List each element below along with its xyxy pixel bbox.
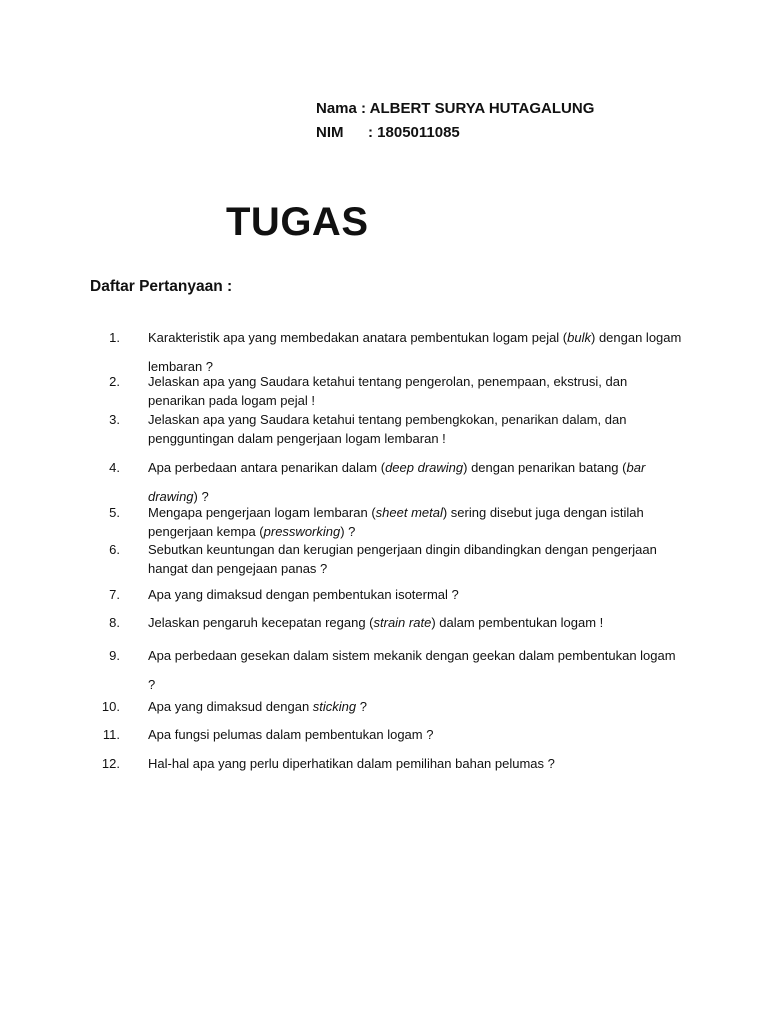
nim-row [316,121,594,145]
question-number: 1. [109,330,120,345]
question-text: Apa fungsi pelumas dalam pembentukan logam ? [148,727,434,742]
question-list-heading: Daftar Pertanyaan : [90,278,233,295]
question-number: 5. [109,505,120,520]
question-text: Hal-hal apa yang perlu diperhatikan dalam pemilihan bahan pelumas ? [148,756,555,771]
question-number: 9. [109,648,120,663]
name-label: Nama : [316,100,370,117]
question-text: Mengapa pengerjaan logam lembaran (sheet metal) sering disebut juga dengan istilah pengerjaan kempa (pressworking) ? [148,505,644,539]
page-title: TUGAS [226,200,369,244]
nim-label: NIM [316,124,344,141]
question-number: 8. [109,615,120,630]
question-text: Apa yang dimaksud dengan pembentukan isotermal ? [148,587,459,602]
question-text: Sebutkan keuntungan dan kerugian pengerjaan dingin dibandingkan dengan pengerjaan hangat dan pengejaan panas ? [148,542,657,576]
question-number: 2. [109,374,120,389]
question-number: 3. [109,412,120,427]
question-text: Apa perbedaan gesekan dalam sistem mekanik dengan geekan dalam pembentukan logam ? [148,648,676,692]
name-row [316,97,594,121]
question-text: Jelaskan apa yang Saudara ketahui tentang pengerolan, penempaan, ekstrusi, dan penarikan pada logam pejal ! [148,374,628,408]
question-number: 4. [109,460,120,475]
name-value: ALBERT SURYA HUTAGALUNG [369,100,595,117]
question-text: Apa perbedaan antara penarikan dalam (deep drawing) dengan penarikan batang (bar drawing) ? [148,460,646,504]
question-number: 7. [109,587,120,602]
question-text: Karakteristik apa yang membedakan anatara pembentukan logam pejal (bulk) dengan logam lembaran ? [148,330,682,374]
question-number: 10. [101,699,120,714]
question-text: Jelaskan apa yang Saudara ketahui tentang pembengkokan, penarikan dalam, dan pengguntingan dalam pengerjaan logam lembaran ! [148,412,627,446]
student-identity [316,97,594,145]
question-number: 11. [102,727,120,742]
question-text: Apa yang dimaksud dengan sticking ? [148,699,367,714]
nim-value: 1805011085 [377,124,460,141]
question-number: 6. [109,542,120,557]
question-number: 12. [101,756,120,771]
question-text: Jelaskan pengaruh kecepatan regang (strain rate) dalam pembentukan logam ! [148,615,604,630]
nim-separator: : [368,124,378,141]
